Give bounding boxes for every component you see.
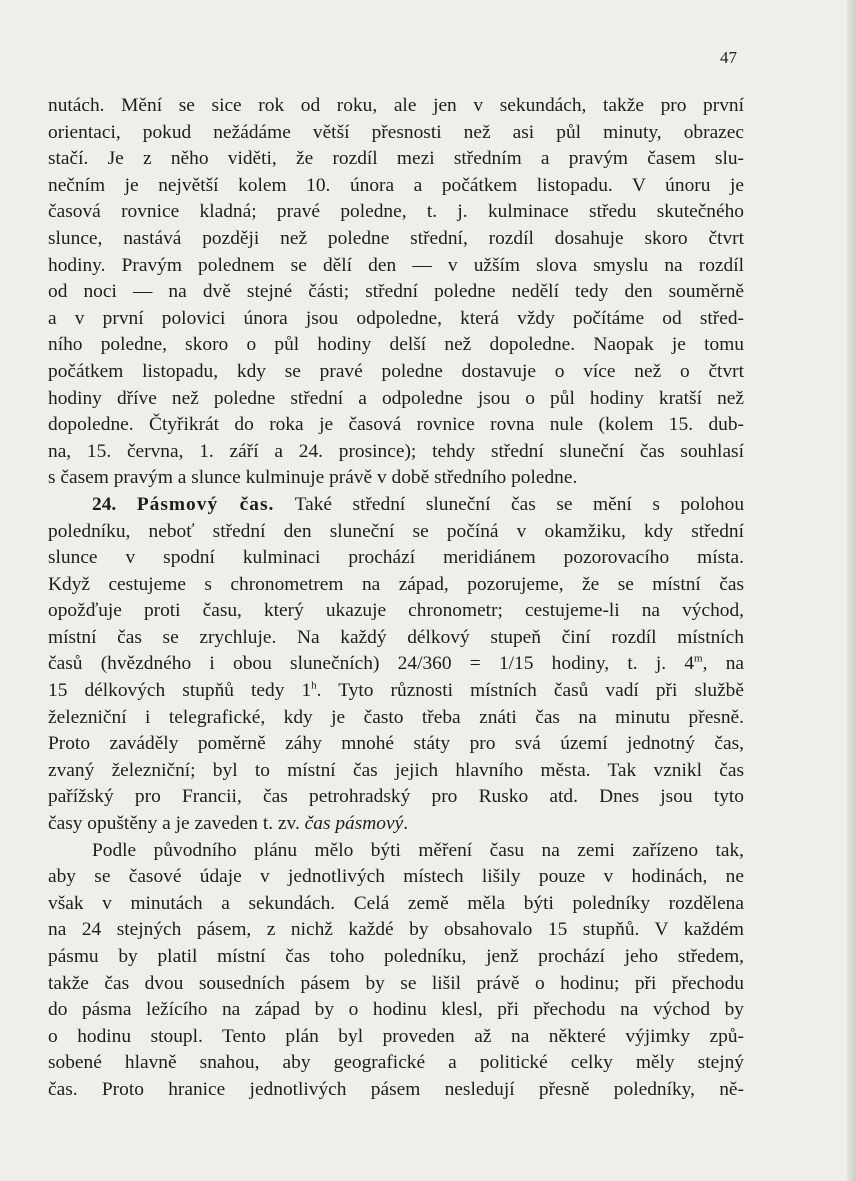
text-line: aby se časové údaje v jednotlivých místech lišily pouze v hodinách, ne: [48, 866, 744, 888]
section-heading-line: [48, 492, 744, 519]
text-line: čas. Proto hranice jednotlivých pásem nesledují přesně poledníky, ně-: [48, 1078, 744, 1100]
text-line: hodiny. Pravým polednem se dělí den — v užším slova smyslu na rozdíl: [48, 254, 744, 276]
hour-text-end: . Tyto různosti místních časů vadí při službě: [316, 680, 744, 702]
formula-text: časů (hvězdného i obou slunečních) 24/360 = 1/15 hodiny, t. j. 4: [48, 653, 695, 675]
formula-text-end: , na: [702, 653, 745, 675]
text-line: Proto zaváděly poměrně záhy mnohé státy pro svá území jednotný čas,: [48, 733, 744, 755]
hour-line: [48, 678, 744, 705]
hour-text: 15 délkových stupňů tedy 1: [48, 680, 312, 702]
final-punctuation: .: [403, 813, 409, 835]
section-heading-text: Také střední sluneční čas se mění s polohou: [294, 493, 745, 515]
text-line: sobené hlavně snahou, aby geografické a politické celky měly stejný: [48, 1052, 744, 1074]
section-number: 24.: [92, 493, 117, 515]
page-edge-shadow: [847, 0, 856, 1181]
text-line: slunce, nastává později než poledne střední, rozdíl dosahuje skoro čtvrt: [48, 227, 744, 249]
text-line: dopoledne. Čtyřikrát do roka je časová rovnice rovna nule (kolem 15. dub-: [48, 414, 744, 436]
text-line: na, 15. června, 1. září a 24. prosince); tehdy střední sluneční čas souhlasí: [48, 440, 744, 462]
text-line: opožďuje proti času, který ukazuje chronometr; cestujeme-li na východ,: [48, 600, 744, 622]
text-line: však v minutách a sekundách. Celá země měla býti poledníky rozdělena: [48, 892, 744, 914]
text-line: počátkem listopadu, kdy se pravé poledne dostavuje o více než o čtvrt: [48, 360, 744, 382]
section-title: Pásmový čas.: [136, 493, 275, 515]
text-line: Když cestujeme s chronometrem na západ, pozorujeme, že se místní čas: [48, 573, 744, 595]
text-line: Podle původního plánu mělo býti měření času na zemi zařízeno tak,: [92, 839, 744, 861]
text-line: stačí. Je z něho viděti, že rozdíl mezi středním a pravým časem slu-: [48, 148, 744, 170]
final-line: [48, 811, 744, 838]
text-line: a v první polovici února jsou odpoledne, která vždy počítáme od střed-: [48, 307, 744, 329]
page-number: 47: [720, 48, 737, 67]
text-line: od noci — na dvě stejné části; střední poledne nedělí tedy den souměrně: [48, 281, 744, 303]
formula-line: [48, 651, 744, 678]
text-line: orientaci, pokud nežádáme větší přesnosti než asi půl minuty, obrazec: [48, 121, 744, 143]
text-line: ního poledne, skoro o půl hodiny delší než dopoledne. Naopak je tomu: [48, 334, 744, 356]
text-line: zvaný železniční; byl to místní čas jejich hlavního města. Tak vznikl čas: [48, 759, 744, 781]
text-line: na 24 stejných pásem, z nichž každé by obsahovalo 15 stupňů. V každém: [48, 919, 744, 941]
text-line: nutách. Mění se sice rok od roku, ale jen v sekundách, takže pro první: [48, 95, 744, 116]
text-line: místní čas se zrychluje. Na každý délkový stupeň činí rozdíl místních: [48, 626, 744, 648]
body-text: [48, 93, 744, 1104]
term-zone-time: čas pásmový: [304, 813, 404, 835]
text-line: železniční i telegrafické, kdy je často třeba znáti čas na minutu přesně.: [48, 706, 744, 728]
final-text: časy opuštěny a je zaveden t. zv.: [48, 813, 300, 835]
text-line: pásmu by platil místní čas toho poledníku, jenž prochází jeho středem,: [48, 946, 744, 967]
text-line: do pásma ležícího na západ by o hodinu klesl, při přechodu na východ by: [48, 999, 744, 1021]
text-line: hodiny dříve než poledne střední a odpoledne jsou o půl hodiny kratší než: [48, 387, 744, 409]
hour-superscript: h: [311, 679, 317, 692]
text-line: s časem pravým a slunce kulminuje právě v době středního poledne.: [48, 467, 578, 489]
text-line: pařížský pro Francii, čas petrohradský pro Rusko atd. Dnes jsou tyto: [48, 786, 744, 808]
text-line: časová rovnice kladná; pravé poledne, t. j. kulminace středu skutečného: [48, 201, 744, 223]
text-line: o hodinu stoupl. Tento plán byl proveden až na některé výjimky způ-: [48, 1025, 744, 1047]
section-zone-time: [48, 492, 744, 838]
text-line: slunce v spodní kulminaci prochází meridiánem pozorovacího místa.: [48, 547, 744, 569]
minute-superscript: m: [694, 653, 703, 665]
text-line: takže čas dvou sousedních pásem by se lišil právě o hodinu; při přechodu: [48, 972, 744, 994]
paragraph-equation-of-time: [48, 93, 744, 492]
text-line: poledníku, neboť střední den sluneční se počíná v okamžiku, kdy střední: [48, 520, 744, 542]
text-line: nečním je největší kolem 10. února a počátkem listopadu. V únoru je: [48, 174, 744, 196]
paragraph-original-plan: [48, 838, 744, 1104]
